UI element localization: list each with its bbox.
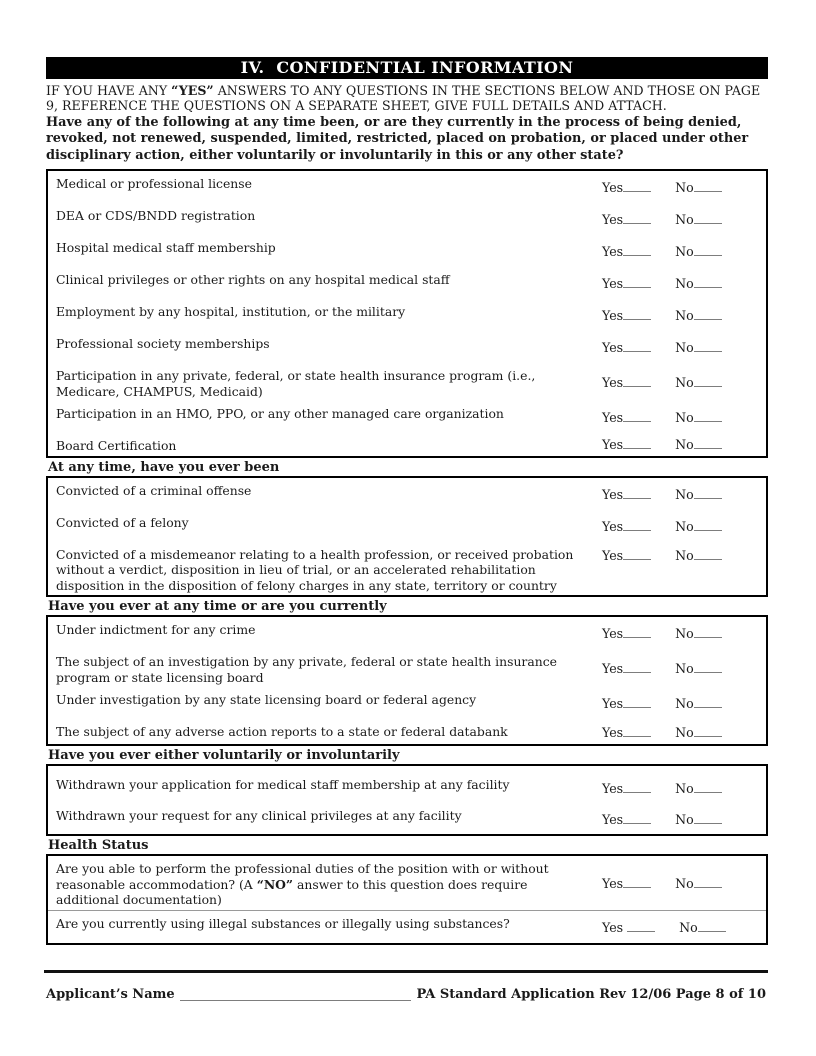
no-blank-line[interactable] — [694, 547, 722, 560]
yes-blank-line[interactable] — [623, 780, 651, 793]
no-label: No — [675, 276, 694, 292]
question-row — [48, 171, 766, 203]
no-label: No — [675, 661, 694, 677]
yes-no-response — [602, 486, 732, 502]
yes-blank-line[interactable] — [623, 486, 651, 499]
question-text: The subject of an investigation by any private, federal or state health insurance program or state licensing board — [56, 654, 557, 685]
section-header: Health Status — [48, 838, 149, 854]
question-box — [46, 615, 768, 746]
section-header: Have you ever either voluntarily or involuntarily — [48, 748, 400, 764]
yes-no-response — [602, 547, 732, 563]
no-label: No — [675, 375, 694, 391]
yes-label: Yes — [602, 180, 624, 196]
yes-blank-line[interactable] — [623, 875, 651, 888]
yes-label: Yes — [602, 724, 624, 740]
yes-no-response — [602, 724, 732, 740]
yes-no-response — [602, 339, 732, 355]
yes-label: Yes — [602, 340, 624, 356]
question-text: Medical or professional license — [56, 176, 252, 192]
question-text: Under indictment for any crime — [56, 622, 256, 638]
question-row — [48, 687, 766, 719]
yes-blank-line[interactable] — [623, 374, 651, 387]
question-text: Professional society memberships — [56, 336, 270, 352]
yes-blank-line[interactable] — [623, 547, 651, 560]
question-text: Convicted of a felony — [56, 514, 189, 530]
no-label: No — [675, 437, 694, 453]
yes-label: Yes — [602, 244, 624, 260]
question-row — [48, 331, 766, 363]
yes-label: Yes — [602, 410, 624, 426]
question-row — [48, 478, 766, 510]
no-label: No — [675, 410, 694, 426]
question-text: Hospital medical staff membership — [56, 240, 276, 256]
question-box — [46, 169, 768, 458]
question-text: DEA or CDS/BNDD registration — [56, 208, 256, 224]
yes-no-response — [602, 660, 732, 676]
yes-label: Yes — [602, 626, 624, 642]
intro-text-suffix: ANSWERS TO ANY QUESTIONS IN THE SECTIONS BELOW AND THOSE ON PAGE 9, REFERENCE THE QUESTIONS ON A SEPARATE SHEET, GIVE FULL DETAILS AND ATTACH. — [46, 83, 761, 114]
yes-no-response — [602, 811, 732, 827]
yes-label: Yes — [602, 518, 624, 534]
no-blank-line[interactable] — [694, 374, 722, 387]
yes-no-response — [602, 875, 732, 891]
no-blank-line[interactable] — [694, 275, 722, 288]
yes-label: Yes — [602, 875, 624, 891]
yes-blank-line[interactable] — [623, 409, 651, 422]
no-label: No — [675, 180, 694, 196]
no-blank-line[interactable] — [694, 486, 722, 499]
no-blank-line[interactable] — [694, 243, 722, 256]
question-row — [48, 299, 766, 331]
yes-blank-line[interactable] — [623, 307, 651, 320]
yes-no-response — [602, 307, 732, 323]
question-text: Are you currently using illegal substances or illegally using substances? — [56, 915, 510, 931]
question-text: Withdrawn your request for any clinical privileges at any facility — [56, 808, 462, 824]
question-row — [48, 803, 766, 834]
section-header: At any time, have you ever been — [48, 459, 280, 475]
question-text: Board Certification — [56, 438, 177, 454]
yes-blank-line[interactable] — [627, 919, 655, 932]
yes-label: Yes — [602, 780, 624, 796]
page-footer — [46, 986, 766, 1002]
question-row — [48, 235, 766, 267]
yes-label: Yes — [602, 696, 624, 712]
no-label: No — [675, 626, 694, 642]
applicant-name-label: Applicant’s Name — [46, 987, 175, 1002]
no-blank-line[interactable] — [694, 409, 722, 422]
intro-text-prefix: IF YOU HAVE ANY — [46, 83, 172, 98]
no-blank-line[interactable] — [694, 211, 722, 224]
yes-no-response — [602, 243, 732, 259]
yes-no-response — [602, 179, 732, 195]
yes-blank-line[interactable] — [623, 211, 651, 224]
yes-blank-line[interactable] — [623, 695, 651, 708]
section-title-bar — [46, 57, 768, 79]
no-blank-line[interactable] — [694, 695, 722, 708]
no-blank-line[interactable] — [694, 436, 722, 449]
no-label: No — [675, 547, 694, 563]
yes-label: Yes — [602, 212, 624, 228]
no-blank-line[interactable] — [694, 660, 722, 673]
question-row — [48, 772, 766, 803]
question-box — [46, 854, 768, 945]
no-label: No — [675, 340, 694, 356]
yes-label: Yes — [602, 375, 624, 391]
no-blank-line[interactable] — [694, 625, 722, 638]
no-blank-line[interactable] — [694, 179, 722, 192]
yes-blank-line[interactable] — [623, 275, 651, 288]
yes-label: Yes — [602, 308, 624, 324]
yes-label: Yes — [602, 811, 624, 827]
footer-divider — [44, 970, 768, 973]
no-blank-line[interactable] — [694, 780, 722, 793]
question-row — [48, 433, 766, 456]
yes-no-response — [602, 780, 732, 796]
no-label: No — [675, 780, 694, 796]
yes-label: Yes — [602, 276, 624, 292]
main-question: Have any of the following at any time been, or are they currently in the process of being denied, revoked, not renewed, suspended, limited, restricted, placed on probation, or placed under other disciplinary action, either voluntarily or involuntarily in this or any other state? — [46, 114, 749, 164]
no-blank-line[interactable] — [694, 724, 722, 737]
no-label: No — [675, 811, 694, 827]
no-blank-line[interactable] — [698, 919, 726, 932]
page-info: PA Standard Application Rev 12/06 Page 8 of 10 — [416, 987, 766, 1002]
yes-blank-line[interactable] — [623, 243, 651, 256]
yes-no-response — [602, 436, 732, 452]
no-label: No — [675, 875, 694, 891]
question-row — [48, 267, 766, 299]
yes-no-response — [602, 625, 732, 641]
question-row — [48, 649, 766, 687]
question-text: Clinical privileges or other rights on any hospital medical staff — [56, 272, 450, 288]
no-label: No — [675, 212, 694, 228]
question-text: Employment by any hospital, institution, or the military — [56, 304, 406, 320]
section-header: Have you ever at any time or are you currently — [48, 599, 387, 615]
question-text: Participation in any private, federal, or state health insurance program (i.e., Medicare, CHAMPUS, Medicaid) — [56, 368, 536, 399]
no-label: No — [675, 244, 694, 260]
yes-label: Yes — [602, 661, 624, 677]
question-sections — [46, 169, 768, 945]
intro-text-bold-yes: “YES” — [171, 83, 214, 98]
question-box — [46, 476, 768, 598]
question-text-part: “NO” — [256, 876, 294, 892]
question-row — [48, 719, 766, 744]
question-text: Participation in an HMO, PPO, or any other managed care organization — [56, 406, 504, 422]
no-label: No — [675, 696, 694, 712]
yes-blank-line[interactable] — [623, 339, 651, 352]
question-text: The subject of any adverse action reports to a state or federal databank — [56, 724, 508, 740]
yes-blank-line[interactable] — [623, 179, 651, 192]
no-blank-line[interactable] — [694, 518, 722, 531]
question-row — [48, 856, 766, 911]
question-text: Withdrawn your application for medical staff membership at any facility — [56, 777, 510, 793]
yes-no-response — [602, 374, 732, 390]
form-content — [46, 57, 768, 945]
yes-no-response — [602, 409, 732, 425]
yes-blank-line[interactable] — [623, 625, 651, 638]
question-text: Convicted of a criminal offense — [56, 482, 252, 498]
no-blank-line[interactable] — [694, 811, 722, 824]
no-label: No — [675, 518, 694, 534]
applicant-name-blank-line[interactable] — [180, 986, 412, 1001]
yes-blank-line[interactable] — [623, 436, 651, 449]
yes-label: Yes — [602, 486, 624, 502]
question-text — [56, 858, 602, 908]
no-blank-line[interactable] — [694, 339, 722, 352]
section-title: IV. CONFIDENTIAL INFORMATION — [240, 58, 574, 77]
yes-label: Yes — [602, 919, 624, 935]
yes-label: Yes — [602, 547, 624, 563]
question-row — [48, 203, 766, 235]
yes-no-response — [602, 518, 732, 534]
question-box — [46, 764, 768, 836]
yes-blank-line[interactable] — [623, 518, 651, 531]
yes-no-response — [602, 211, 732, 227]
yes-blank-line[interactable] — [623, 660, 651, 673]
no-label: No — [675, 308, 694, 324]
yes-no-response — [602, 275, 732, 291]
yes-blank-line[interactable] — [623, 811, 651, 824]
question-row — [48, 617, 766, 649]
no-blank-line[interactable] — [694, 875, 722, 888]
question-text: Convicted of a misdemeanor relating to a health profession, or received probation without a verdict, disposition in lieu of trial, or an accelerated rehabilitation disposition in the disposition of felony charges in any state, territory or country — [56, 546, 574, 593]
question-row — [48, 510, 766, 542]
question-row — [48, 401, 766, 433]
question-row — [48, 363, 766, 401]
no-label: No — [679, 919, 698, 935]
yes-label: Yes — [602, 437, 624, 453]
question-row — [48, 911, 766, 943]
no-blank-line[interactable] — [694, 307, 722, 320]
intro-instructions — [46, 83, 768, 114]
no-label: No — [675, 724, 694, 740]
question-text-part: answer to this question does require additional documentation) — [56, 876, 528, 908]
question-text: Under investigation by any state licensing board or federal agency — [56, 692, 477, 708]
question-text-part: Are you able to perform the professional duties of the position with or without reasonable accommodation? (A — [56, 861, 549, 892]
yes-no-response — [602, 919, 732, 935]
yes-blank-line[interactable] — [623, 724, 651, 737]
yes-no-response — [602, 695, 732, 711]
no-label: No — [675, 486, 694, 502]
question-row — [48, 542, 766, 596]
